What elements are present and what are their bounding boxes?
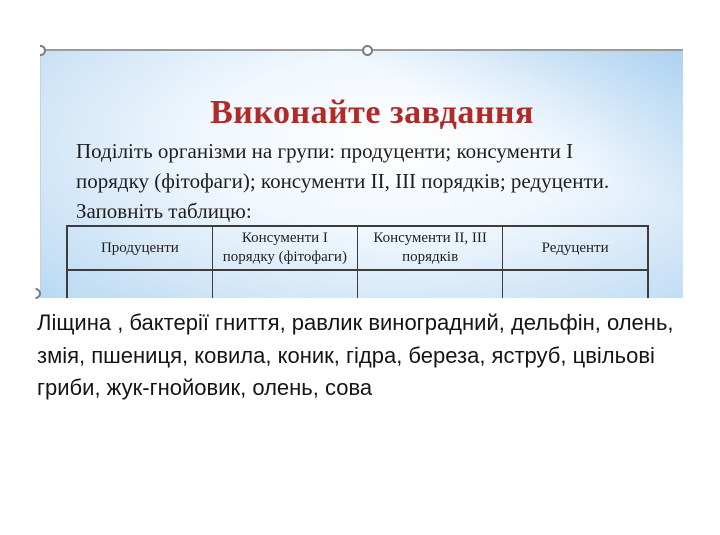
table-header-consumers-2-3: Консументи ІІ, ІІІ порядків [358,226,503,270]
table-row [67,270,648,298]
slide-image[interactable] [40,50,683,298]
task-line: Заповніть таблицю: [76,199,252,223]
task-line: порядку (фітофаги); консументи ІІ, ІІІ порядків; редуценти. [76,169,610,193]
table-header-producers: Продуценти [67,226,212,270]
organisms-line: змія, пшениця, ковила, коник, гідра, береза, яструб, цвільові [37,342,655,368]
organisms-line: гриби, жук-гнойовик, олень, сова [37,375,373,400]
organisms-line: Ліщина , бактерії гниття, равлик виноградний, дельфін, олень, [37,310,674,335]
resize-handle-top-left-icon[interactable] [35,45,46,56]
slide-title: Виконайте завдання [210,94,534,131]
slide-task-text [76,136,675,226]
table-header-reducers: Редуценти [503,226,648,270]
classification-table [66,225,649,298]
table-empty-cell [358,270,503,298]
table-empty-cell [212,270,357,298]
resize-handle-top-middle-icon[interactable] [362,45,373,56]
table-header-consumers-1: Консументи І порядку (фітофаги) [212,226,357,270]
table-empty-cell [503,270,648,298]
task-line: Поділіть організми на групи: продуценти; консументи І [76,139,574,163]
table-empty-cell [67,270,212,298]
organisms-text[interactable] [37,307,697,405]
resize-handle-bottom-left-icon[interactable] [30,288,41,299]
table-header-row [67,226,648,270]
